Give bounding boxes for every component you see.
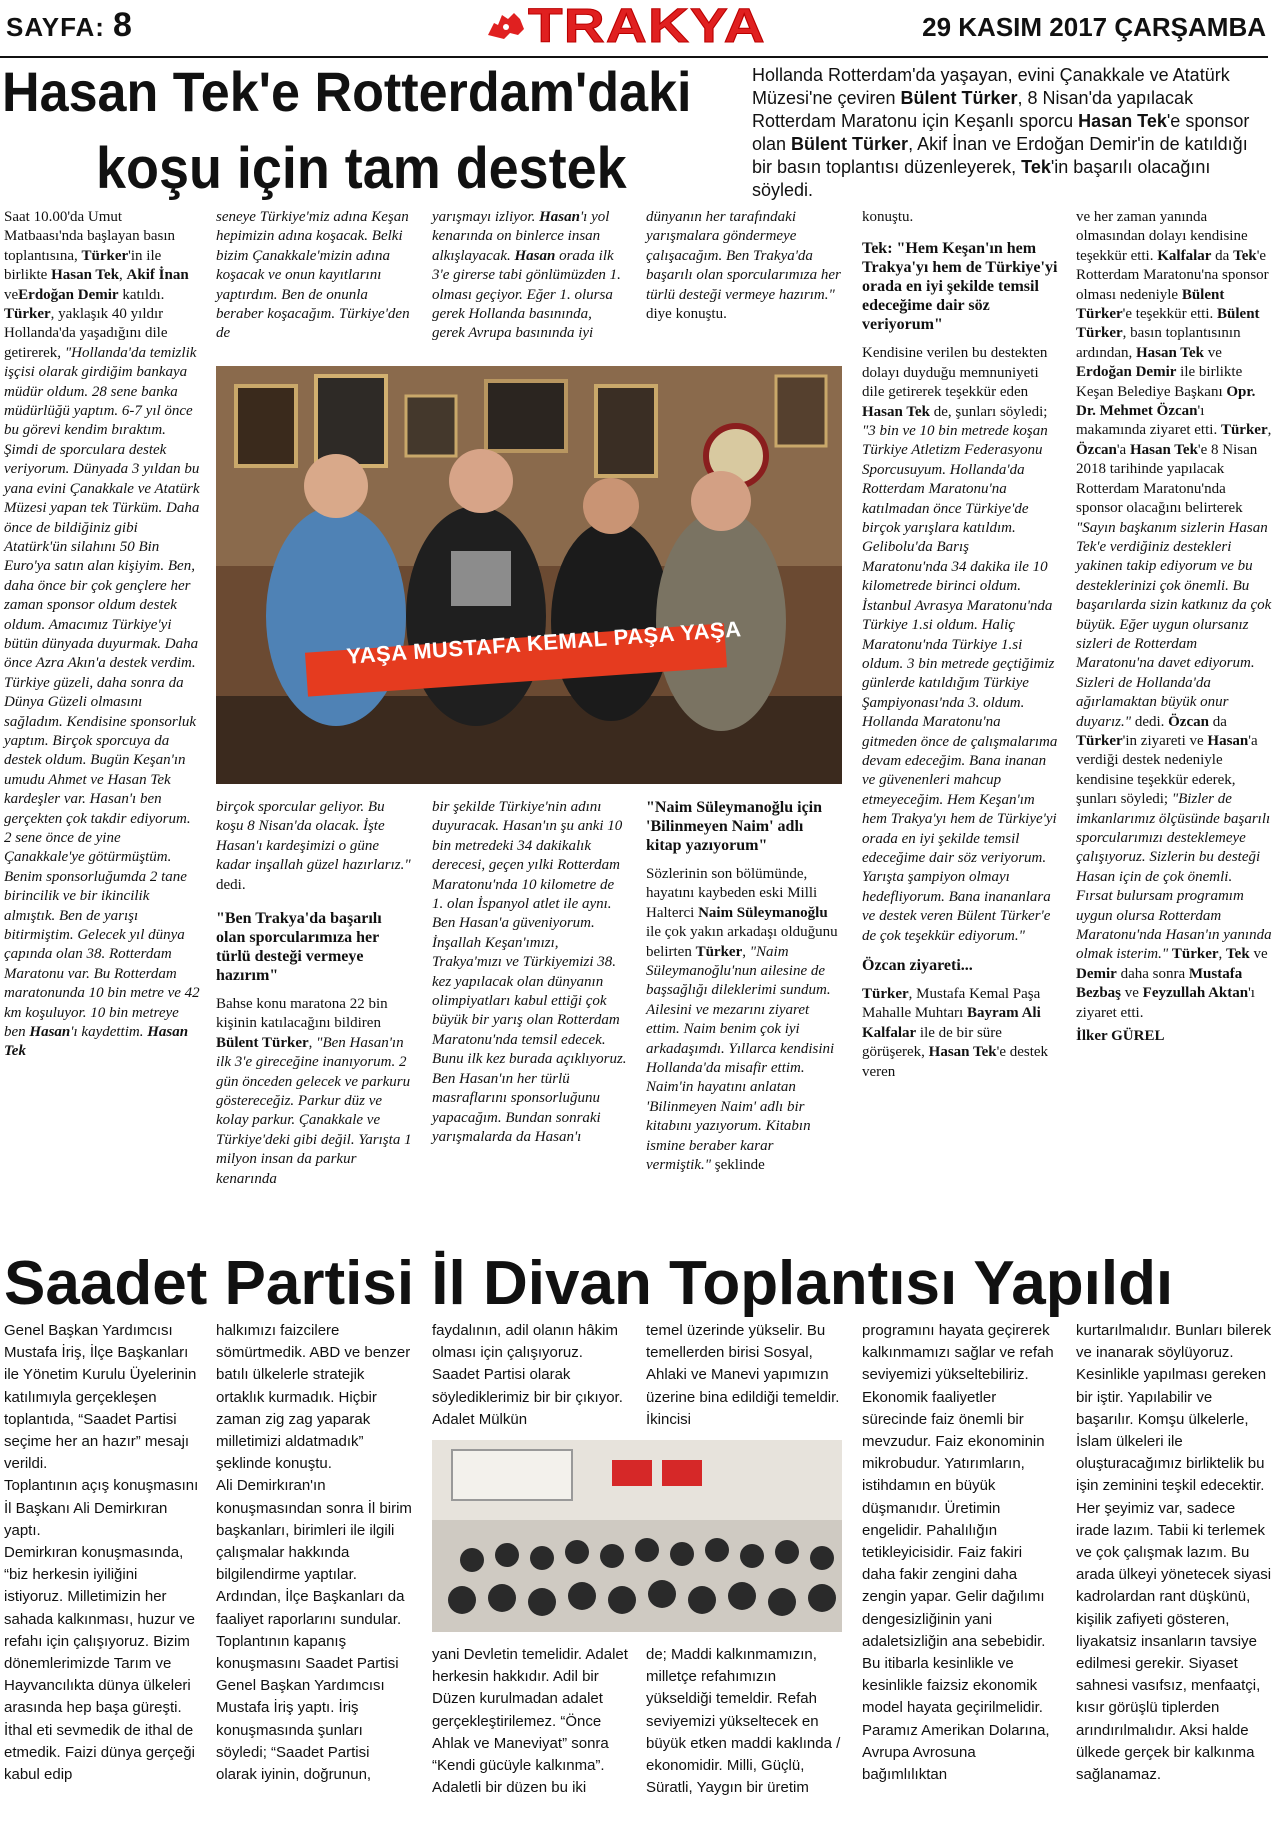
article2-column-4-bottom: de; Maddi kalkınmamızın, milletçe refahımızın yükseldiği temeldir. Refah seviyemizi yükseltecek en büyük etken maddi kaklında / ekonomidir. Milli, Güçlü, Süratli, Yaygın bir üretim	[646, 1646, 841, 1797]
article1-column-4-bottom: "Naim Süleymanoğlu için 'Bilinmeyen Naim' adlı kitap yazıyorum" Sözlerinin son bölümünde, hayatını kaybeden eski Milli Halterci Naim Süleymanoğlu ile çok yakın arkadaşı olduğunu belirten Türker, "Naim Süleymanoğlu'nun ailesine de başsağlığı dileklerimi sundum. Ailesini ve mezarını ziyaret ettim. Naim benim çok iyi arkadaşımdı. Yıllarca kendisini Hollanda'da misafir ettim. Naim'in hayatını anlatan 'Bilinmeyen Naim' adlı bir kitabını yazıyorum. Kitabın ismine beraber karar vermiştik." şeklinde	[646, 798, 842, 1176]
page-header	[0, 0, 1280, 54]
article2-headline: Saadet Partisi İl Divan Toplantısı Yapıldı	[4, 1249, 1174, 1318]
article1-column-6: ve her zaman yanında olmasından dolayı kendisine teşekkür etti. Kalfalar da Tek'e Rotterdam Maratonu'na sponsor olması nedeniyle Bülent Türker'e teşekkür etti. Bülent Türker, basın toplantısının ardından, Hasan Tek ve Erdoğan Demir ile birlikte Keşan Belediye Başkanı Opr. Dr. Mehmet Özcan'ı makamında ziyaret etti. Türker, Özcan'a Hasan Tek'e 8 Nisan 2018 tarihinde yapılacak Rotterdam Maratonu'nda sponsor olacağını belirterek "Sayın başkanım sizlerin Hasan Tek'e verdiğiniz destekleri yakinen takip ediyorum ve bu desteklerinizi çok önemli. Bu başarılarda sizin katkınız da çok büyük. Eğer uygun olursanız sizleri de Rotterdam Maratonu'na davet ediyorum. Sizleri de Hollanda'da ağırlamaktan büyük onur duyarız." dedi. Özcan da Türker'in ziyareti ve Hasan'a verdiği destek nedeniyle kendisine teşekkür ederek, şunları söyledi; "Bizler de imkanlarımız ölçüsünde başarılı sporcularımızı desteklemeye çalışıyoruz. Sizlerin bu desteği Hasan için de çok önemli. Fırsat bulursam programım uygun olursa Rotterdam Maratonu'nda Hasan'ın yanında olmak isterim." Türker, Tek ve Demir daha sonra Mustafa Bezbaş ve Feyzullah Aktan'ı ziyaret etti. İlker GÜREL	[1076, 209, 1272, 1045]
article1-byline: İlker GÜREL	[1076, 1028, 1165, 1045]
article2-column-1: Genel Başkan Yardımcısı Mustafa İriş, İlçe Başkanları ile Yönetim Kurulu Üyelerinin katılımıyla gerçekleşen toplantıda, “Saadet Partisi seçime her an hazır” mesajı verildi. Toplantının açış konuşmasını İl Başkanı Ali Demirkıran yaptı. Demirkıran konuşmasında, “biz herkesin iyiliğini istiyoruz. Milletimizin her sahada kalkınması, huzur ve refahı için çalışıyoruz. Bizim dönemlerimizde Tarım ve Hayvancılıkta dünya ülkeleri arasında hep başa güreşti. İthal eti sevmedik de ithal de etmedik. Faizi dünya gerçeği kabul edip	[4, 1322, 199, 1784]
article1-column-5: konuştu. Tek: "Hem Keşan'ın hem Trakya'yı hem de Türkiye'yi orada en iyi şekilde temsil edeceğime dair söz veriyorum" Kendisine verilen bu destekten dolayı duyduğu memnuniyeti dile getirerek teşekkür eden Hasan Tek de, şunları söyledi; "3 bin ve 10 bin metrede koşan Türkiye Atletizm Federasyonu Sporcusuyum. Hollanda'da Rotterdam Maratonu'na katılmadan önce Türkiye'de birçok yarışlara katıldım. Gelibolu'da Barış Maratonu'nda 34 dakika ile 10 kilometrede birinci oldum. İstanbul Avrasya Maratonu'nda Türkiye 1.si oldum. Haliç Maratonu'nda Türkiye 1.si oldum. 3 bin metrede geçtiğimiz günlerde katıldığım Türkiye Şampiyonası'nda 3. oldum. Hollanda Maratonu'na gitmeden önce de çalışmalarıma devam edeceğim. Bana inanan ve güvenenleri mahcup etmeyeceğim. Hem Keşan'ım hem Trakya'yı hem de Türkiye'yi orada en iyi şekilde temsil edeceğime dair söz veriyorum. Yarışta şampiyon olmayı hedefliyorum. Bana inananlara ve destek veren Bülent Türker'e de çok teşekkür ediyorum." Özcan ziyareti... Türker, Mustafa Kemal Paşa Mahalle Muhtarı Bayram Ali Kalfalar ile de bir süre görüşerek, Hasan Tek'e destek veren	[862, 209, 1058, 1080]
header-divider	[0, 56, 1268, 58]
article1-subheading-1: "Ben Trakya'da başarılı olan sporcularımıza her türlü desteği vermeye hazırım"	[216, 910, 382, 985]
article1-column-2-top: seneye Türkiye'miz adına Keşan hepimizin adına koşacak. Belki bizim Çanakkale'mizin adına koşacak ve onun kayıtlarını yaptırdım. Ben de onunla beraber koşacağım. Türkiye'den de	[216, 209, 410, 342]
article2-column-2: halkımızı faizcilere sömürtmedik. ABD ve benzer batılı ülkelerle stratejik ortaklık kurmadık. Hiçbir zaman zig zag yaparak milletimizi aldatmadık” şeklinde konuştu. Ali Demirkıran'ın konuşmasından sonra İl birim başkanları, birimleri ile ilgili çalışmalar hakkında bilgilendirme yaptılar. Ardından, İlçe Başkanları da faaliyet raporlarını sundular. Toplantının kapanış konuşmasını Saadet Partisi Genel Başkan Yardımcısı Mustafa İriş yaptı. İriş konuşmasında şunları söyledi; “Saadet Partisi olarak iyinin, doğrunun,	[216, 1322, 412, 1784]
article2-column-5: programını hayata geçirerek kalkınmamızı sağlar ve refah seviyemizi yükseltebiliriz. Ekonomik faaliyetler sürecinde faiz önemli bir mevzudur. Faiz ekonominin mikrobudur. Yatırımların, istihdamın en büyük düşmanıdır. Üretimin engelidir. Pahalılığın tetikleyicisidir. Faiz fakiri daha fakir zengini daha zengin yapar. Gelir dağılımı dengesizliğinin yani adaletsizliğin ana sebebidir. Bu itibarla kesinlikle ve kesinlikle faizsiz ekonomik model hayata geçirilmelidir. Paramız Amerikan Dolarına, Avrupa Avrosuna bağımlılıktan	[862, 1322, 1054, 1784]
article1-headline-line2: koşu için tam destek	[96, 136, 627, 201]
article1-lead: Hollanda Rotterdam'da yaşayan, evini Çanakkale ve Atatürk Müzesi'ne çeviren Bülent Türker, 8 Nisan'da yapılacak Rotterdam Maratonu için Keşanlı sporcu Hasan Tek'e sponsor olan Bülent Türker, Akif İnan ve Erdoğan Demir'in de katıldığı bir basın toplantısı düzenleyerek, Tek'in başarılı olacağını söyledi.	[752, 65, 1250, 200]
article2-column-3-bottom: yani Devletin temelidir. Adalet herkesin hakkıdır. Adil bir Düzen kurulmadan adalet gerçekleştirilemez. “Önce Ahlak ve Maneviyat” sonra “Kendi gücüyle kalkınma”. Adaletli bir düzen bu iki	[432, 1646, 628, 1797]
article1-subheading-3: Tek: "Hem Keşan'ın hem Trakya'yı hem de Türkiye'yi orada en iyi şekilde temsil edeceğime dair söz veriyorum"	[862, 240, 1058, 334]
article1-subheading-4: Özcan ziyareti...	[862, 957, 973, 974]
issue-date: 29 KASIM 2017 ÇARŞAMBA	[922, 12, 1266, 42]
page-number: 8	[112, 6, 133, 44]
article1-column-4-top: dünyanın her tarafındaki yarışmalara göndermeye çalışacağım. Ben Trakya'da başarılı olan sporcularımıza her türlü desteği vermeye hazırım." diye konuştu.	[646, 209, 841, 323]
article1-column-3-bottom: bir şekilde Türkiye'nin adını duyuracak. Hasan'ın şu anki 10 bin metredeki 34 dakikalık derecesi, geçen yılki Rotterdam Maratonu'nda 10 kilometre de 1. olan İspanyol atlet ile aynı. Ben Hasan'a güveniyorum. İnşallah Keşan'ımızı, Trakya'mızı ve Türkiyemizi 38. kez yapılacak olan dünyanın olimpiyatları kabul ettiği çok büyük bir yarış olan Rotterdam Maratonu'nda temsil edecek. Bunu ilk kez burada açıklıyoruz. Ben Hasan'ın her türlü masraflarını sponsorluğunu yapacağım. Bundan sonraki yarışmalarda da Hasan'ı	[432, 799, 627, 1145]
article1-headline-line1: Hasan Tek'e Rotterdam'daki	[2, 60, 692, 123]
article2-column-4-top: temel üzerinde yükselir. Bu temellerden birisi Sosyal, Ahlaki ve Manevi yapımızın üzerine bina edildiği temeldir. İkincisi	[646, 1322, 840, 1428]
page-number-label: SAYFA: 8	[6, 6, 133, 44]
thrace-map-icon	[484, 5, 528, 49]
article1-column-3-top: yarışmayı izliyor. Hasan'ı yol kenarında on binlerce insan alkışlayacak. Hasan orada ilk 3'e girerse tabi gönlümüzden 1. olması geçiyor. Eğer 1. olursa gerek Hollanda basınında, gerek Avrupa basınında iyi	[432, 209, 621, 342]
photo-banner-text: YAŞA MUSTAFA KEMAL PAŞA YAŞA	[345, 616, 743, 669]
newspaper-logo	[484, 2, 790, 52]
article1-column-2-bottom: birçok sporcular geliyor. Bu koşu 8 Nisan'da olacak. İşte Hasan'ı kardeşimizi o güne kadar inşallah güzel hazırlarız." dedi. "Ben Trakya'da başarılı olan sporcularımıza her türlü desteği vermeye hazırım" Bahse konu maratona 22 bin kişinin katılacağını bildiren Bülent Türker, "Ben Hasan'ın ilk 3'e gireceğine inanıyorum. 2 gün önceden gelecek ve parkuru göstereceğiz. Parkur düz ve kolay parkur. Çanakkale ve Türkiye'deki gibi değil. Yarışta 1 milyon insan da parkur kenarında	[216, 799, 412, 1187]
article1-column-1: Saat 10.00'da Umut Matbaası'nda başlayan basın toplantısına, Türker'in ile birlikte Hasan Tek, Akif İnan veErdoğan Demir katıldı. Türker, yaklaşık 40 yıldır Hollanda'da yaşadığını dile getirerek, "Hollanda'da temizlik işçisi olarak girdiğim bankaya müdür oldum. 28 sene banka müdürlüğü yaptım. 6-7 yıl önce bu görevi kendim bıraktım. Şimdi de sporculara destek veriyorum. Dünyada 3 yıldan bu yana evini Çanakkale ve Atatürk Müzesi yapan tek Türküm. Daha önce de bildiğiniz gibi Atatürk'ün silahını 50 Bin Euro'ya satın alan kişiyim. Ben, daha önce bir çok gençlere her zaman sponsor oldum destek oldum. Amacımız Türkiye'yi bütün dünyada duyurmak. Daha önce Azra Akın'a destek verdim. Türkiye güzeli, daha sonra da Dünya Güzeli olmasını sağladım. Kendisine sponsorluk yaptım. Birçok sporcuya da destek oldum. Bugün Keşan'ın umudu Ahmet ve Hasan Tek kardeşler var. Hasan'ı ben gerçekten çok takdir ediyorum. 2 sene önce de yine Çanakkale'ye götürmüştüm. Benim sponsorluğumda 2 tane birincilik ve bir ikincilik almıştık. Ben de yarışı bitirmiştim. Gelecek yıl dünya çapında olan 38. Rotterdam Maratonu var. Bu Rotterdam maratonunda 10 bin metre ve 42 km koşuluyor. 10 bin metreye ben Hasan'ı kaydettim. Hasan Tek	[4, 209, 200, 1060]
article2-photo	[432, 1440, 842, 1632]
article2-column-6: kurtarılmalıdır. Bunları bilerek ve inanarak söylüyoruz. Kesinlikle yapılması gereken bir iştir. Yapılabilir ve başarılır. Komşu ülkelerle, İslam ülkeleri ile oluşturacağımız birliktelik bu işin zeminini teşkil edecektir. Her şeyimiz var, sadece irade lazım. Tabii ki terlemek ve çok çalışmak lazım. Bu arada ülkeyi yönetecek siyasi kadrolardan rant düşkünü, kişilik zafiyeti gösteren, liyakatsiz insanların tavsiye edilmesi gerekir. Siyaset sahnesi vasıfsız, menfaatçi, kısır görüşlü tiplerden arındırılmalıdır. Aksi halde ülkede gerçek bir kalkınma sağlanamaz.	[1076, 1322, 1272, 1784]
article1-subheading-2: "Naim Süleymanoğlu için 'Bilinmeyen Naim' adlı kitap yazıyorum"	[646, 799, 823, 854]
article1-photo	[216, 366, 842, 784]
article2-column-3-top: faydalının, adil olanın hâkim olması için çalışıyoruz. Saadet Partisi olarak söylediklerimiz bir bir çıkıyor. Adalet Mülkün	[432, 1322, 623, 1428]
logo-wordmark: TRAKYA	[528, 0, 766, 53]
